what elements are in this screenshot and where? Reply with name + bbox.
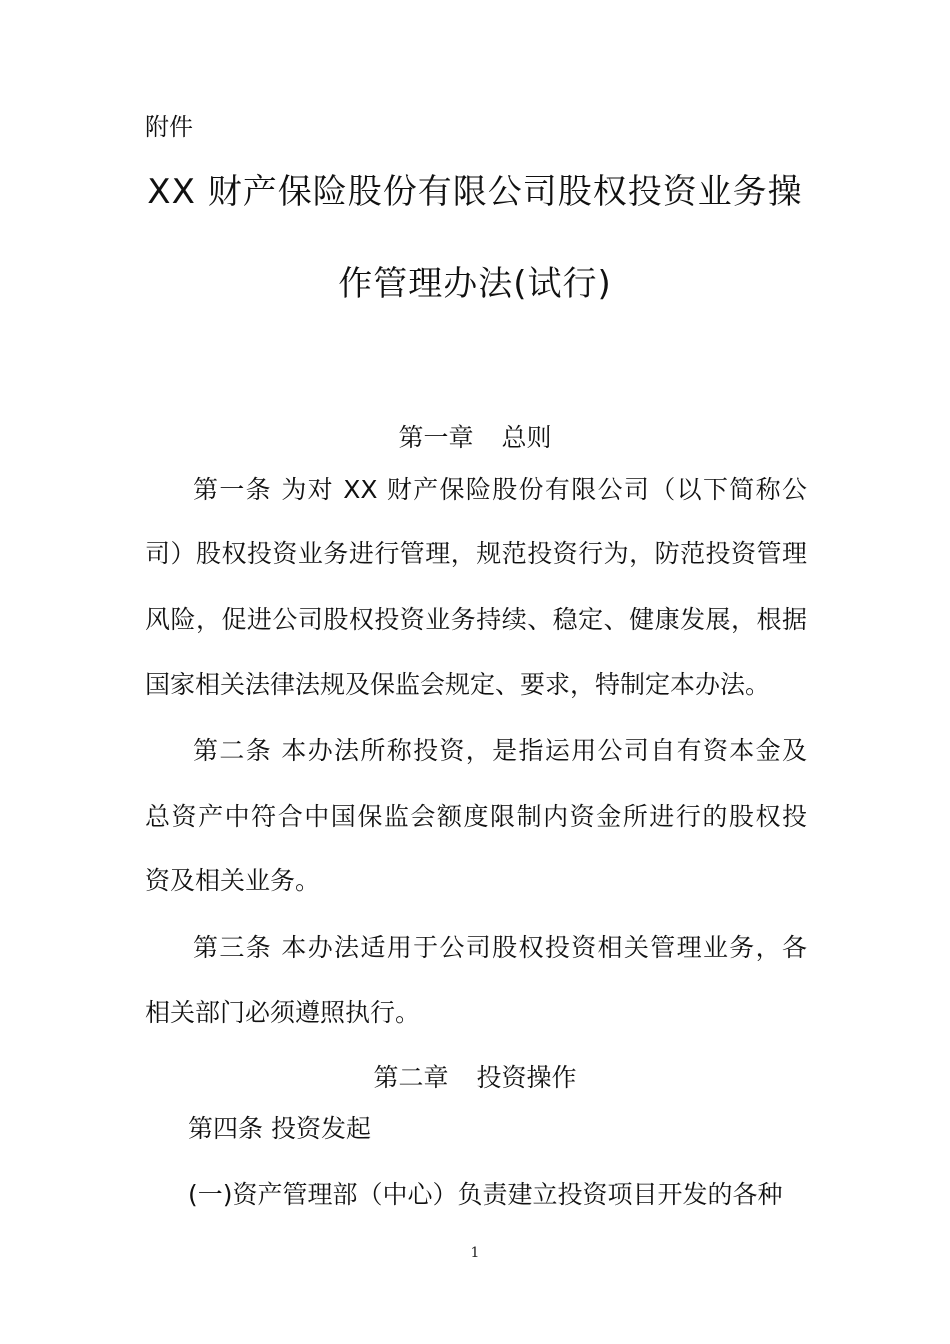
- chapter-1-name: 总则: [501, 423, 552, 452]
- article-3-line-1: 第三条 本办法适用于公司股权投资相关管理业务，各: [193, 933, 807, 962]
- chapter-1-heading: [145, 423, 805, 453]
- article-1-line-3: 风险，促进公司股权投资业务持续、稳定、健康发展，根据: [145, 605, 807, 634]
- document-title-line-2: 作管理办法(试行): [338, 264, 612, 304]
- chapter-2-name: 投资操作: [476, 1063, 577, 1092]
- article-2-line-2: 总资产中符合中国保监会额度限制内资金所进行的股权投: [145, 802, 807, 831]
- article-2-line-3: 资及相关业务。: [145, 866, 321, 895]
- article-2-line-1: 第二条 本办法所称投资，是指运用公司自有资本金及: [193, 736, 807, 765]
- page-number: 1: [470, 1245, 480, 1261]
- article-1-line-1: 第一条 为对 XX 财产保险股份有限公司（以下简称公: [193, 475, 807, 504]
- article-4-heading: 第四条 投资发起: [188, 1114, 371, 1143]
- chapter-1-number: 第一章: [398, 423, 474, 452]
- attachment-label: 附件: [145, 113, 193, 141]
- article-3-line-2: 相关部门必须遵照执行。: [145, 998, 421, 1027]
- article-1-line-2: 司）股权投资业务进行管理，规范投资行为，防范投资管理: [145, 539, 807, 568]
- chapter-2-number: 第二章: [373, 1063, 449, 1092]
- document-title-line-1: XX 财产保险股份有限公司股权投资业务操: [147, 172, 803, 212]
- article-1-line-4: 国家相关法律法规及保监会规定、要求，特制定本办法。: [145, 670, 771, 699]
- chapter-2-heading: [145, 1063, 805, 1093]
- article-4-item-1: (一)资产管理部（中心）负责建立投资项目开发的各种: [188, 1180, 783, 1209]
